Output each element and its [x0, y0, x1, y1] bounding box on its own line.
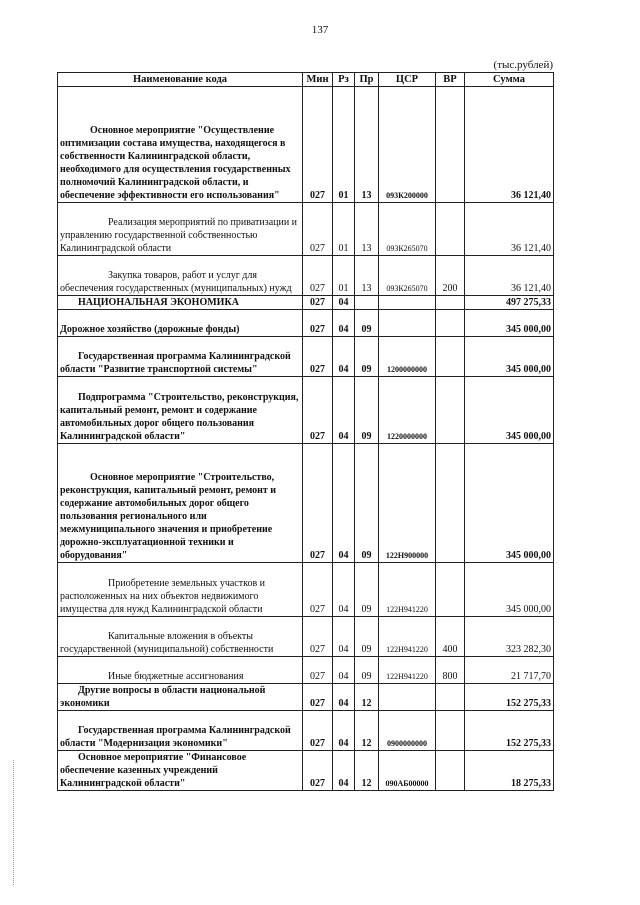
row-pr: 13	[355, 256, 379, 296]
header-csr: ЦСР	[379, 73, 436, 87]
row-rz: 01	[333, 87, 355, 203]
row-vr: 400	[436, 617, 465, 657]
row-rz: 04	[333, 563, 355, 617]
row-rz: 01	[333, 256, 355, 296]
row-sum: 18 275,33	[465, 751, 554, 791]
row-rz: 04	[333, 684, 355, 711]
row-vr	[436, 87, 465, 203]
row-rz: 04	[333, 337, 355, 377]
row-min: 027	[303, 617, 333, 657]
row-sum: 345 000,00	[465, 563, 554, 617]
row-sum: 36 121,40	[465, 203, 554, 256]
row-csr: 122Н941220	[379, 563, 436, 617]
row-rz: 04	[333, 296, 355, 310]
row-vr	[436, 310, 465, 337]
table-row	[58, 87, 554, 203]
row-rz: 01	[333, 203, 355, 256]
row-name: Иные бюджетные ассигнования	[58, 657, 303, 684]
row-min: 027	[303, 203, 333, 256]
row-sum: 345 000,00	[465, 337, 554, 377]
row-name: НАЦИОНАЛЬНАЯ ЭКОНОМИКА	[58, 296, 303, 310]
row-vr	[436, 296, 465, 310]
row-name: Подпрограмма "Строительство, реконструкция, капитальный ремонт, ремонт и содержание автомобильных дорог общего пользования Калининградской области"	[58, 377, 303, 444]
row-min: 027	[303, 711, 333, 751]
header-vr: ВР	[436, 73, 465, 87]
row-min: 027	[303, 377, 333, 444]
row-vr	[436, 751, 465, 791]
row-sum: 36 121,40	[465, 256, 554, 296]
row-pr: 12	[355, 751, 379, 791]
table-body	[58, 87, 554, 791]
header-pr: Пр	[355, 73, 379, 87]
row-csr: 093К200000	[379, 87, 436, 203]
row-csr: 122Н941220	[379, 617, 436, 657]
header-min: Мин	[303, 73, 333, 87]
row-csr: 1200000000	[379, 337, 436, 377]
row-vr	[436, 563, 465, 617]
row-csr: 1220000000	[379, 377, 436, 444]
row-min: 027	[303, 657, 333, 684]
row-sum: 345 000,00	[465, 310, 554, 337]
row-vr: 200	[436, 256, 465, 296]
row-vr	[436, 444, 465, 563]
row-csr: 122Н941220	[379, 657, 436, 684]
row-vr	[436, 377, 465, 444]
row-vr	[436, 684, 465, 711]
table-row	[58, 256, 554, 296]
row-csr: 0900000000	[379, 711, 436, 751]
budget-table	[57, 72, 554, 791]
row-rz: 04	[333, 617, 355, 657]
row-pr: 12	[355, 711, 379, 751]
row-sum: 345 000,00	[465, 444, 554, 563]
table-row	[58, 296, 554, 310]
header-rz: Рз	[333, 73, 355, 87]
row-min: 027	[303, 296, 333, 310]
row-pr: 13	[355, 87, 379, 203]
row-pr	[355, 296, 379, 310]
row-rz: 04	[333, 310, 355, 337]
row-min: 027	[303, 751, 333, 791]
table-row	[58, 684, 554, 711]
row-name: Основное мероприятие "Финансовое обеспечение казенных учреждений Калининградской области"	[58, 751, 303, 791]
row-csr	[379, 296, 436, 310]
row-pr: 09	[355, 377, 379, 444]
row-vr: 800	[436, 657, 465, 684]
table-row	[58, 203, 554, 256]
row-name: Государственная программа Калининградской области "Развитие транспортной системы"	[58, 337, 303, 377]
row-rz: 04	[333, 377, 355, 444]
row-min: 027	[303, 684, 333, 711]
row-sum: 345 000,00	[465, 377, 554, 444]
row-sum: 323 282,30	[465, 617, 554, 657]
row-sum: 152 275,33	[465, 711, 554, 751]
row-csr: 090АБ00000	[379, 751, 436, 791]
row-min: 027	[303, 444, 333, 563]
row-min: 027	[303, 310, 333, 337]
table-row	[58, 310, 554, 337]
row-csr	[379, 310, 436, 337]
table-row	[58, 711, 554, 751]
row-rz: 04	[333, 444, 355, 563]
row-pr: 09	[355, 310, 379, 337]
row-pr: 12	[355, 684, 379, 711]
page-number: 137	[311, 24, 329, 36]
row-pr: 09	[355, 563, 379, 617]
table-row	[58, 563, 554, 617]
row-csr: 093К265070	[379, 203, 436, 256]
table-row	[58, 657, 554, 684]
row-vr	[436, 203, 465, 256]
row-sum: 497 275,33	[465, 296, 554, 310]
row-pr: 13	[355, 203, 379, 256]
row-rz: 04	[333, 711, 355, 751]
row-name: Закупка товаров, работ и услуг для обеспечения государственных (муниципальных) нужд	[58, 256, 303, 296]
scan-margin-marks	[13, 760, 16, 885]
row-sum: 36 121,40	[465, 87, 554, 203]
table-row	[58, 751, 554, 791]
row-csr: 093К265070	[379, 256, 436, 296]
table-row	[58, 337, 554, 377]
table-row	[58, 377, 554, 444]
row-sum: 21 717,70	[465, 657, 554, 684]
row-name: Основное мероприятие "Строительство, реконструкция, капитальный ремонт, ремонт и содержание автомобильных дорог общего пользования регионального или межмуниципального значения и приобретение дорожно-эксплуатационной техники и оборудования"	[58, 444, 303, 563]
row-vr	[436, 711, 465, 751]
row-pr: 09	[355, 337, 379, 377]
table-row	[58, 617, 554, 657]
row-min: 027	[303, 563, 333, 617]
header-name: Наименование кода	[58, 73, 303, 87]
row-name: Основное мероприятие "Осуществление оптимизации состава имущества, находящегося в собственности Калининградской области, необходимого для осуществления государственных полномочий Калининградской области, и обеспечение эффективности его использования"	[58, 87, 303, 203]
row-pr: 09	[355, 444, 379, 563]
row-sum: 152 275,33	[465, 684, 554, 711]
row-name: Капитальные вложения в объекты государственной (муниципальной) собственности	[58, 617, 303, 657]
row-pr: 09	[355, 657, 379, 684]
row-csr	[379, 684, 436, 711]
row-rz: 04	[333, 751, 355, 791]
row-pr: 09	[355, 617, 379, 657]
row-name: Реализация мероприятий по приватизации и управлению государственной собственностью Калининградской области	[58, 203, 303, 256]
row-min: 027	[303, 256, 333, 296]
row-min: 027	[303, 87, 333, 203]
row-rz: 04	[333, 657, 355, 684]
row-name: Дорожное хозяйство (дорожные фонды)	[58, 310, 303, 337]
row-vr	[436, 337, 465, 377]
table-header-row	[58, 73, 554, 87]
row-name: Другие вопросы в области национальной экономики	[58, 684, 303, 711]
header-sum: Сумма	[465, 73, 554, 87]
table-row	[58, 444, 554, 563]
row-csr: 122Н900000	[379, 444, 436, 563]
row-name: Государственная программа Калининградской области "Модернизация экономики"	[58, 711, 303, 751]
units-label: (тыс.рублей)	[493, 59, 553, 71]
row-min: 027	[303, 337, 333, 377]
row-name: Приобретение земельных участков и расположенных на них объектов недвижимого имущества для нужд Калининградской области	[58, 563, 303, 617]
